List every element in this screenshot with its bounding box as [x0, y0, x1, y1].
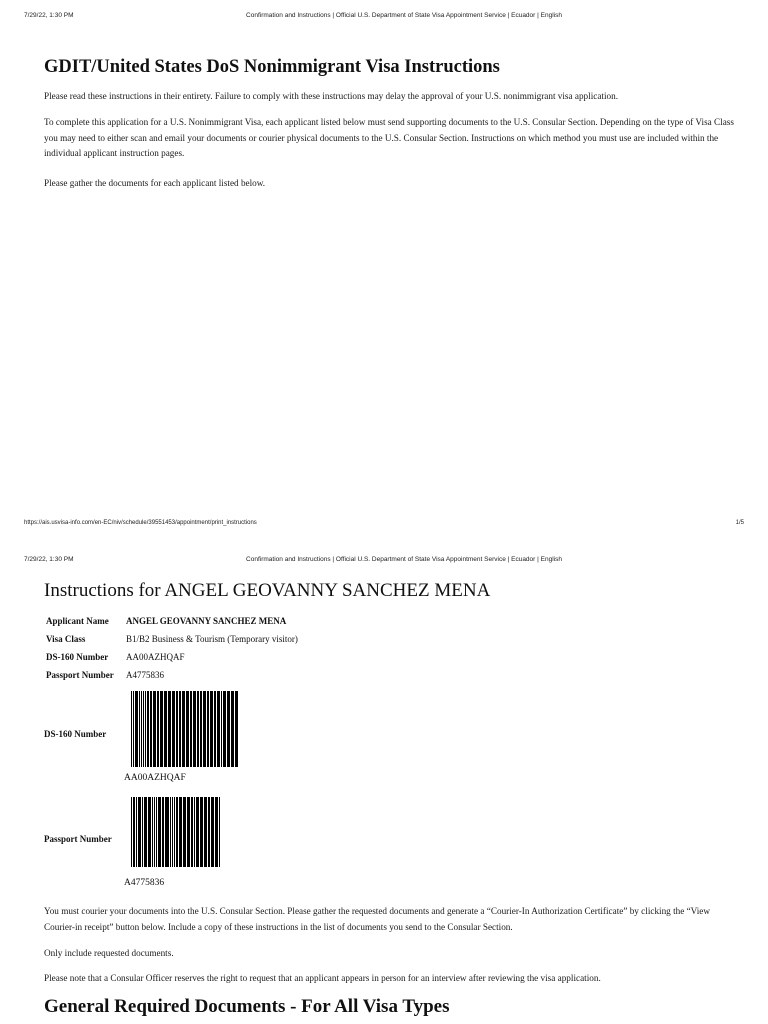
barcode-bar: [143, 691, 144, 767]
barcode-bar: [160, 691, 163, 767]
barcode-bar: [200, 691, 202, 767]
courier-paragraph: You must courier your documents into the U.S. Consular Section. Please gather the requested documents and generate a “Courier-In Authorization Certificate” by clicking the “View Courier-in receipt” button below. Include a copy of these instructions in the list of documents you send to the Consular Section.: [44, 906, 711, 932]
barcode-bar: [135, 691, 138, 767]
barcode-bar: [157, 691, 159, 767]
print-title: Confirmation and Instructions | Official U.S. Department of State Visa Appointment Service | Ecuador | English: [246, 556, 562, 563]
info-label: Visa Class: [46, 634, 86, 644]
barcode-bar: [186, 691, 189, 767]
barcode-bar: [179, 797, 182, 867]
barcode-bar: [152, 797, 153, 867]
info-value: A4775836: [126, 670, 164, 680]
barcode-bar: [231, 691, 234, 767]
barcode-bar: [227, 691, 230, 767]
barcode-bar: [223, 691, 226, 767]
barcode-bar: [172, 691, 175, 767]
barcode-bar: [215, 797, 218, 867]
barcode-bar: [190, 691, 192, 767]
intro-paragraph: Please read these instructions in their entirety. Failure to comply with these instructions may delay the approval of your U.S. nonimmigrant visa application.: [44, 91, 619, 101]
barcode-bar: [162, 797, 164, 867]
barcode-bar: [133, 797, 135, 867]
barcode-bar: [145, 691, 146, 767]
barcode-bar: [217, 691, 220, 767]
barcode-bar: [208, 797, 210, 867]
barcode-bar: [154, 797, 155, 867]
info-label: Applicant Name: [46, 616, 109, 626]
ds160-barcode-image: [131, 691, 239, 767]
barcode-bar: [170, 797, 171, 867]
barcode-bar: [183, 797, 186, 867]
barcode-bar: [148, 797, 151, 867]
barcode-bar: [203, 691, 206, 767]
barcode-bar: [179, 691, 181, 767]
barcode-bar: [210, 691, 213, 767]
info-value: AA00AZHQAF: [126, 652, 185, 662]
page-header-2: [0, 556, 768, 570]
section-title: General Required Documents - For All Visa Types: [44, 996, 450, 1017]
barcode-bar: [139, 691, 140, 767]
barcode-bar: [153, 691, 156, 767]
barcode-bar: [166, 797, 169, 867]
info-value: ANGEL GEOVANNY SANCHEZ MENA: [126, 616, 287, 626]
barcode-bar: [187, 797, 190, 867]
print-date: 7/29/22, 1:30 PM: [24, 12, 74, 19]
barcode-bar: [138, 797, 141, 867]
table-row: [44, 612, 300, 630]
page-header: [0, 12, 768, 26]
info-value: B1/B2 Business & Tourism (Temporary visitor): [126, 634, 298, 644]
barcode-bar: [176, 797, 178, 867]
page-footer: [0, 520, 768, 532]
print-title: Confirmation and Instructions | Official U.S. Department of State Visa Appointment Service | Ecuador | English: [246, 12, 562, 19]
barcode-bar: [131, 691, 132, 767]
barcode-bar: [197, 691, 199, 767]
barcode-bar: [168, 691, 171, 767]
barcode-text-passport: A4775836: [124, 878, 165, 888]
table-row: [44, 666, 300, 684]
applicant-instructions-title: Instructions for ANGEL GEOVANNY SANCHEZ MENA: [44, 580, 491, 601]
barcode-bar: [182, 691, 185, 767]
barcode-bar: [174, 797, 175, 867]
barcode-bar: [144, 797, 147, 867]
barcode-bar: [147, 691, 149, 767]
barcode-bar: [194, 797, 195, 867]
barcode-bar: [211, 797, 214, 867]
print-date: 7/29/22, 1:30 PM: [24, 556, 74, 563]
gather-paragraph: Please gather the documents for each applicant listed below.: [44, 178, 266, 188]
barcode-text-ds160: AA00AZHQAF: [124, 773, 186, 783]
barcode-bar: [191, 797, 193, 867]
barcode-label-passport: Passport Number: [44, 834, 112, 844]
barcode-bar: [204, 797, 207, 867]
barcode-bar: [214, 691, 216, 767]
barcode-bar: [207, 691, 209, 767]
barcode-bar: [200, 797, 203, 867]
barcode-bar: [158, 797, 161, 867]
barcode-bar: [193, 691, 196, 767]
page-title: GDIT/United States DoS Nonimmigrant Visa Instructions: [44, 57, 500, 77]
passport-barcode-image: [131, 797, 221, 873]
barcode-bar: [164, 691, 167, 767]
consular-note-paragraph: Please note that a Consular Officer reserves the right to request that an applicant appears in person for an interview after reviewing the visa application.: [44, 973, 601, 983]
barcode-bar: [131, 797, 132, 867]
barcode-bar: [196, 797, 199, 867]
barcode-bar: [165, 797, 166, 867]
requested-docs-paragraph: Only include requested documents.: [44, 948, 174, 958]
barcode-bar: [133, 691, 134, 767]
barcode-bar: [176, 691, 178, 767]
table-row: [44, 630, 300, 648]
info-label: Passport Number: [46, 670, 114, 680]
barcode-bar: [142, 797, 143, 867]
footer-url: https://ais.usvisa-info.com/en-EC/niv/schedule/39551453/appointment/print_instructions: [24, 520, 257, 526]
info-label: DS-160 Number: [46, 652, 109, 662]
table-row: [44, 648, 300, 666]
barcode-bar: [156, 797, 157, 867]
barcode-label-ds160: DS-160 Number: [44, 729, 107, 739]
barcode-bar: [221, 691, 222, 767]
page-number: 1/5: [735, 520, 744, 526]
instructions-paragraph: To complete this application for a U.S. Nonimmigrant Visa, each applicant listed below must send supporting documents to the U.S. Consular Section. Depending on the type of Visa Class you may need to either scan and email your documents or courier physical documents to the U.S. Consular Section. Instructions on which method you must use are included within the individual applicant instruction pages.: [44, 117, 734, 158]
barcode-bar: [219, 797, 220, 867]
applicant-info-table: [44, 612, 300, 684]
barcode-bar: [235, 691, 238, 767]
barcode-bar: [136, 797, 137, 867]
barcode-bar: [172, 797, 173, 867]
barcode-bar: [150, 691, 152, 767]
barcode-bar: [141, 691, 142, 767]
